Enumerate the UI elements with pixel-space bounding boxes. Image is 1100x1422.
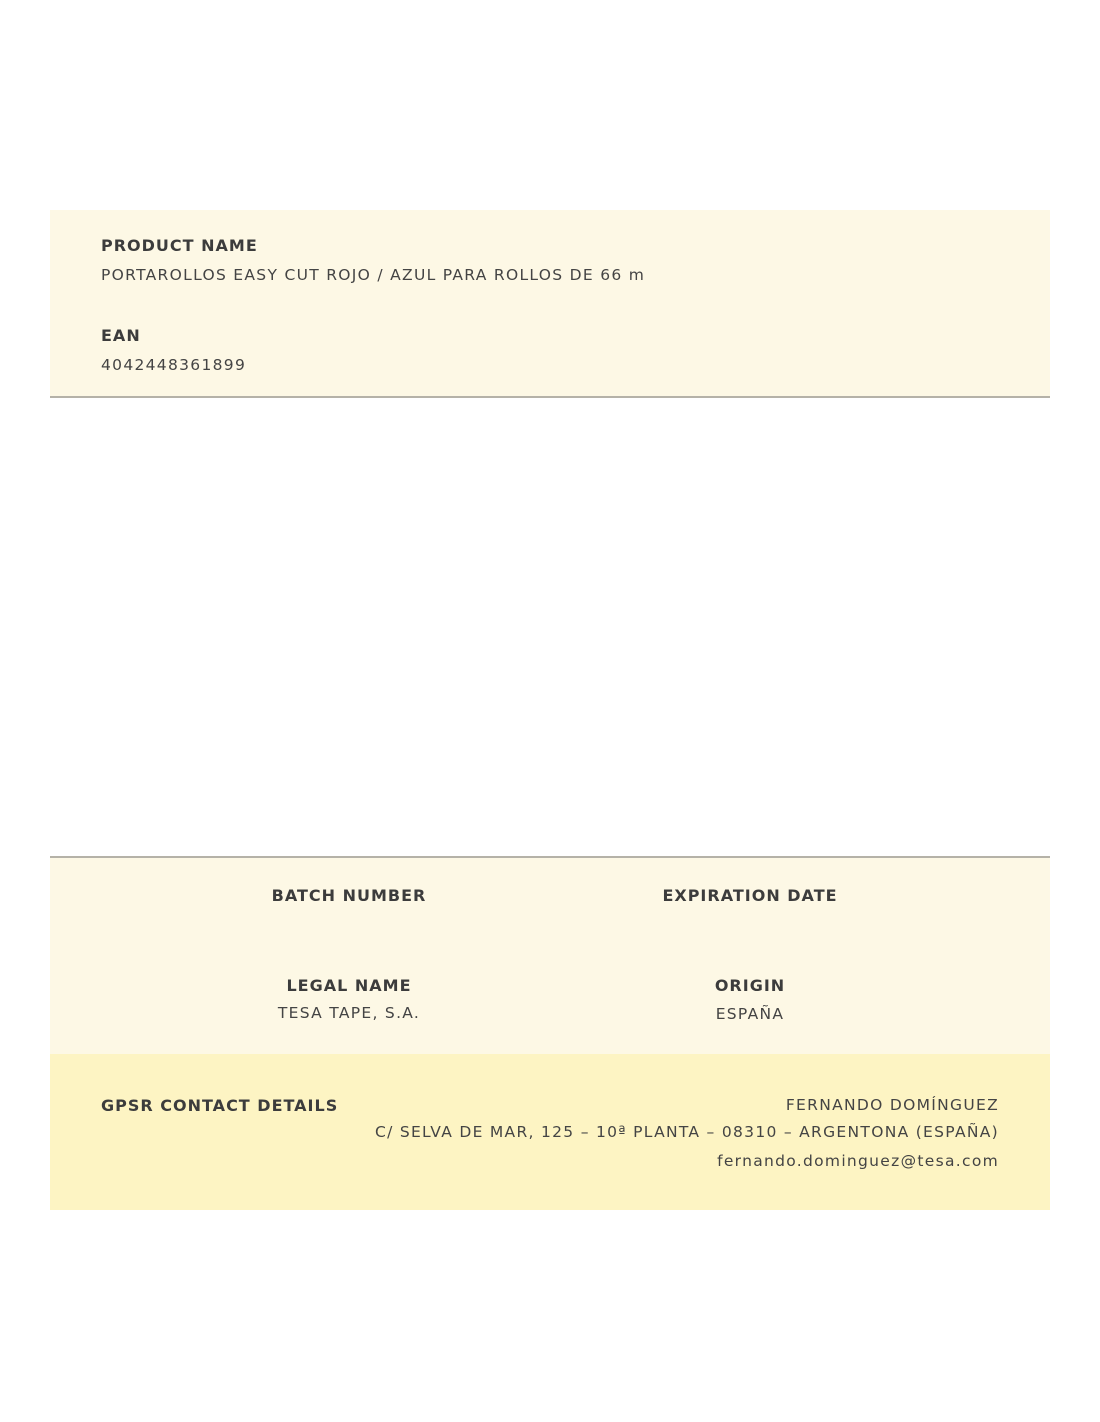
origin-label: ORIGIN: [714, 976, 786, 995]
gpsr-contact-label: GPSR CONTACT DETAILS: [101, 1096, 339, 1115]
expiration-date-label: EXPIRATION DATE: [662, 886, 838, 905]
batch-number-label: BATCH NUMBER: [271, 886, 427, 905]
contact-address: C/ SELVA DE MAR, 125 – 10ª PLANTA – 08310 – ARGENTONA (ESPAÑA): [374, 1123, 999, 1141]
contact-email-link[interactable]: fernando.dominguez@tesa.com: [717, 1152, 999, 1170]
product-name-value: PORTAROLLOS EASY CUT ROJO / AZUL PARA ROLLOS DE 66 m: [101, 266, 646, 284]
origin-value: ESPAÑA: [715, 1005, 785, 1023]
legal-name-value: TESA TAPE, S.A.: [277, 1004, 421, 1022]
batch-details-panel: [50, 856, 1050, 1056]
legal-name-label: LEGAL NAME: [286, 976, 412, 995]
contact-name: FERNANDO DOMÍNGUEZ: [785, 1096, 999, 1114]
product-info-panel: [50, 210, 1050, 398]
product-name-label: PRODUCT NAME: [101, 236, 258, 255]
ean-value: 4042448361899: [101, 356, 247, 374]
gpsr-contact-panel: [50, 1054, 1050, 1210]
ean-label: EAN: [101, 326, 141, 345]
